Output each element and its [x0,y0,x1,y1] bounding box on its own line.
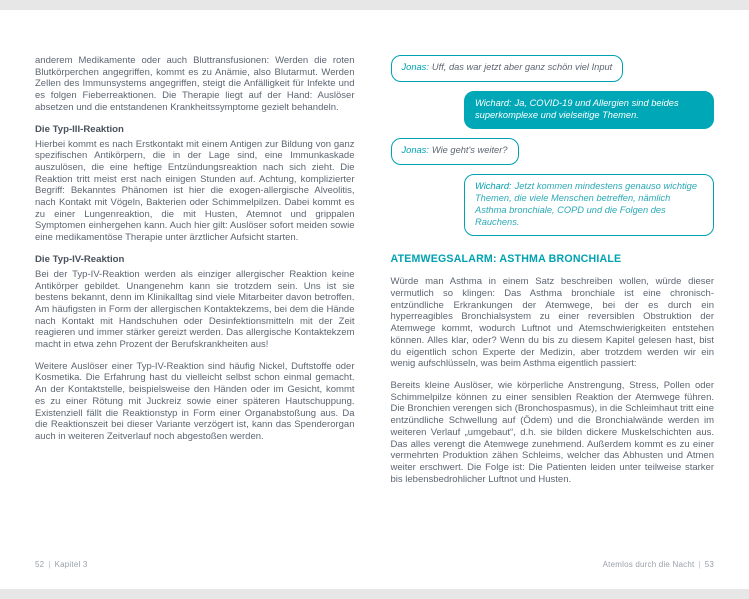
asthma-paragraph-1: Würde man Asthma in einem Satz beschreiben wollen, würde dieser vermutlich so klingen: Das Asthma bronchiale ist eine chronisch-entzündliche Erkrankungen der Atemwege, bei der es durch ein hyperreagibles Bronchialsystem zu einer reversiblen Obstruktion der Atemwege kommt, wodurch Luftnot und Atemschwierigkeiten entstehen können. Alles klar, oder? Wenn du bis zu diesem Kapitel gelesen hast, bist du eigentlich schon Experte der Medizin, aber trotzdem werden wir ein wenig aufschlüsseln, was beim Asthma eigentlich passiert: [390,276,714,370]
chapter-title: Atemlos durch die Nacht [602,560,695,569]
speaker-name: Wichard: [475,181,512,192]
footer-separator: | [48,560,51,569]
right-page-footer [603,560,714,569]
chat-message: Jetzt kommen mindestens genauso wichtige Themen, die viele Menschen betreffen, nämlich Asthma bronchiale, COPD und die Folgen des Rauchens. [475,181,698,227]
chat-bubble-wichard-2 [464,174,714,236]
section-heading-asthma: ATEMWEGSALARM: ASTHMA BRONCHIALE [390,253,622,266]
closing-paragraph: Weitere Auslöser einer Typ-IV-Reaktion sind häufig Nickel, Duftstoffe oder Kosmetika. Die Erfahrung hast du vielleicht selbst schon einmal gemacht. An der Kontaktstelle, beispielsweise den Händen oder im Gesicht, kommt es zu einer Rötung mit Juckreiz sowie einer späteren Hautschuppung. Existenziell fällt die Reaktionstyp in Form einer Organabstoßung aus. Da die Reaktionszeit bei dieser Variante verzögert ist, kann das Spenderorgan auch in weiteren Zeitverlauf noch abgestoßen werden. [35,360,355,442]
right-page [375,10,749,589]
chat-bubble-jonas-1 [391,55,624,82]
chat-conversation [391,55,715,236]
page-number: 52 [35,560,45,569]
speaker-name: Jonas: [401,145,429,156]
left-page [0,10,375,589]
section-paragraph-typ-iv: Bei der Typ-IV-Reaktion werden als einziger allergischer Reaktion keine Antikörper gebildet. Unangenehm kann sie trotzdem sein. Uns ist sie bestens bekannt, denn im Klinikalltag sind viele Mitarbeiter davon betroffen. Am häufigsten in Form der allergischen Kontaktekzems, bei dem die Hände nach Kontakt mit Handschuhen oder Desinfektionsmitteln mit der Zeit reagieren und immer stärker gereizt werden. Das allergische Kontaktekzem macht in etwa zehn Prozent der Berufskrankheiten aus! [35,268,355,351]
chapter-label: Kapitel 3 [54,560,88,569]
chat-message: Wie geht's weiter? [431,145,508,156]
chat-message: Ja, COVID-19 und Allergien sind beides superkomplexe und vielseitige Themen. [475,97,679,120]
section-heading-typ-iv: Die Typ-IV-Reaktion [35,253,125,265]
asthma-paragraph-2: Bereits kleine Auslöser, wie körperliche Anstrengung, Stress, Pollen oder Schimmelpilze können zu einer sensiblen Reaktion der Atemwege führen. Die Bronchien verengen sich (Bronchospasmus), in die Schleimhaut tritt eine entzündliche Schwellung auf (Ödem) und die Bronchialwände werden im weiteren Verlauf „umgebaut“, d.h. sie bilden dickere Muskelschichten aus. Das alles verengt die Atemwege zunehmend. Außerdem kommt es zu einer vermehrten Produktion zähen Schleims, welcher das Abhusten und Atmen weiter erschwert. Die Folge ist: Die Patienten leiden unter teilweise starker bis lebensbedrohlicher Luftnot und Husten. [390,380,714,485]
page-number: 53 [704,560,714,569]
left-page-footer [35,560,88,569]
speaker-name: Wichard: [475,97,512,108]
chat-bubble-wichard-1 [464,91,714,130]
chat-bubble-jonas-2 [391,138,519,165]
chat-message: Uff, das war jetzt aber ganz schön viel Input [431,62,613,72]
footer-separator: | [698,560,701,569]
book-spread [0,10,749,589]
intro-paragraph: anderem Medikamente oder auch Bluttransfusionen: Werden die roten Blutkörperchen angegriffen, kommt es zu Anämie, also Blutarmut. Werden Zellen des Immunsystems angegriffen, steigt die Anfälligkeit für Infekte und es folgen Fieberreaktionen. Die Therapie liegt auf der Hand: Auslöser absetzen und die entstandenen Krankheitssymptome gezielt behandeln. [35,55,355,113]
section-heading-typ-iii: Die Typ-III-Reaktion [35,123,124,135]
speaker-name: Jonas: [401,62,429,72]
section-paragraph-typ-iii: Hierbei kommt es nach Erstkontakt mit einem Antigen zur Bildung von ganz spezifischen Antikörpern, die in der Lage sind, eine Immunkaskade auszulösen, die eine heftige Entzündungsreaktion nach sich zieht. Die Reaktion tritt meist erst nach einigen Stunden auf. Achtung, komplizierter Begriff: Bekanntes Phänomen ist hier die exogen-allergische Alveolitis, nach Kontakt mit Vögeln, Bakterien oder Schimmelpilzen. Dabei kommt es zu einer Lungenreaktion, die mit Husten, Atemnot und grippalen Symptomen einhergehen kann. Auch hier gilt: Auslöser sofort meiden sowie eine medikamentöse Therapie unter ärztlicher Aufsicht starten. [35,138,355,244]
